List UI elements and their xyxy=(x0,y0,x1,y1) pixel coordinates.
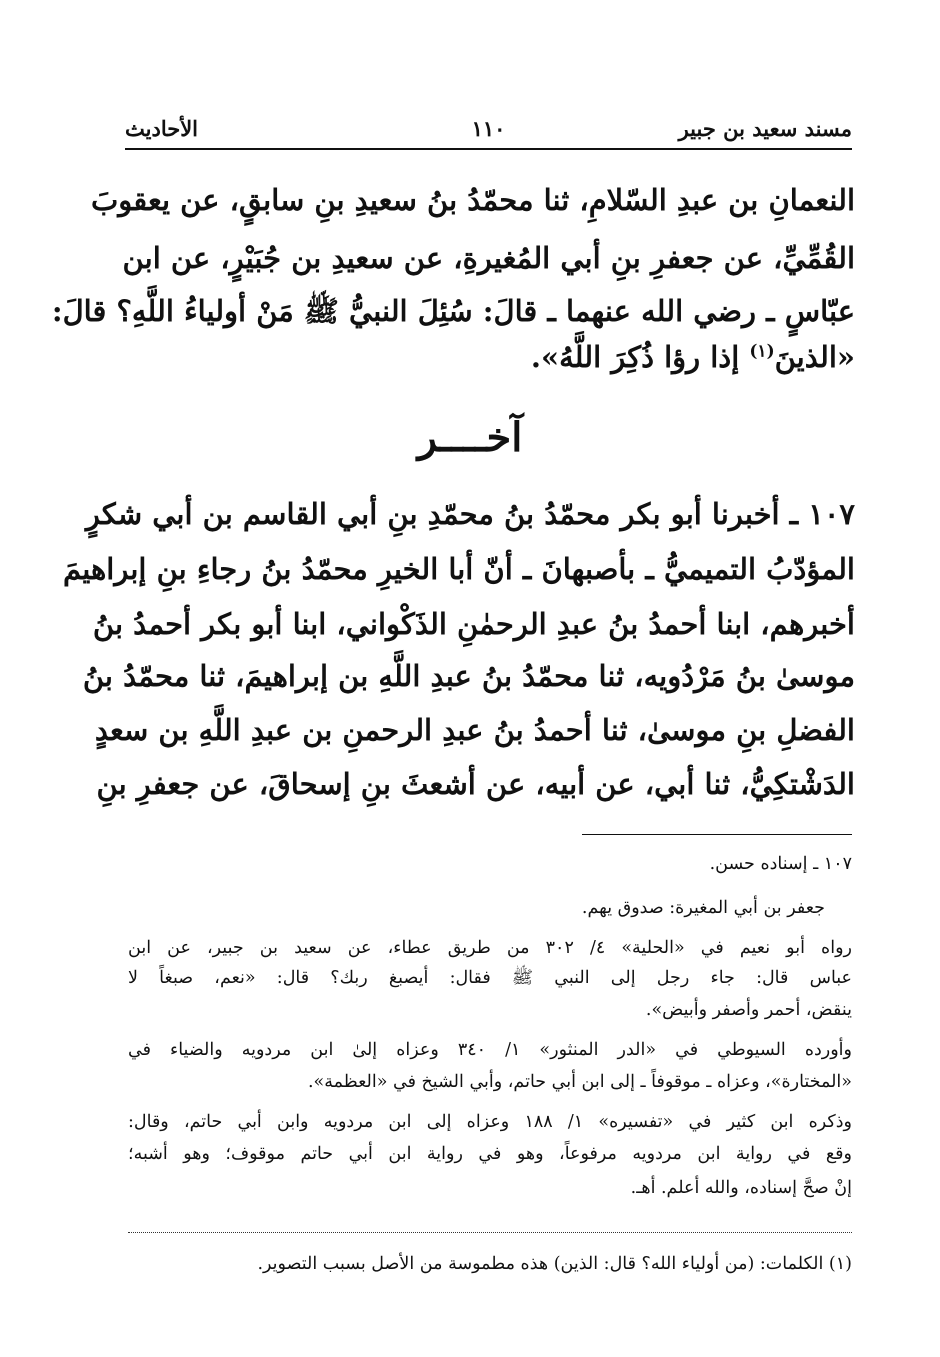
footnote-line: وقع في رواية ابن مردويه مرفوعاً، وهو في رواية ابن أبي حاتم موقوف؛ وهو أشبه؛ xyxy=(128,1144,852,1164)
footnote-line: وأورده السيوطي في «الدر المنثور» ١/ ٣٤٠ وعزاه إلىٰ ابن مردويه والضياء في xyxy=(128,1040,852,1060)
body-line: القُمِّيِّ، عن جعفرِ بنِ أبي المُغيرةِ، عن سعيدِ بن جُبَيْرٍ، عن ابن xyxy=(122,241,855,275)
body-line: النعمانِ بن عبدِ السّلامِ، ثنا محمّدُ بنُ سعيدِ بنِ سابقٍ، عن يعقوبَ xyxy=(91,183,855,217)
body-text: «الذينَ xyxy=(774,340,855,374)
body-text: إذا رؤا ذُكِرَ اللَّهُ». xyxy=(530,340,750,374)
page-number: ١١٠ xyxy=(471,116,506,141)
body-line xyxy=(128,340,855,374)
section-heading: آخــــر xyxy=(417,414,523,461)
hadith-line: أخبرهم، ابنا أحمدُ بنُ عبدِ الرحمٰنِ الذَكْواني، ابنا أبو بكر أحمدُ بنُ xyxy=(92,607,855,641)
book-title: مسند سعيد بن جبير xyxy=(678,116,852,141)
body-line: عبّاسٍ ـ رضي الله عنهما ـ قالَ: سُئِلَ النبيُّ ﷺ مَنْ أولياءُ اللَّهِ؟ قالَ: xyxy=(51,294,855,328)
footnote-heading: ١٠٧ ـ إسناده حسن. xyxy=(709,854,852,874)
footnote-line: ينقض، أحمر وأصفر وأبيض». xyxy=(645,1000,852,1020)
hadith-line: ١٠٧ ـ أخبرنا أبو بكر محمّدُ بنُ محمّدِ بنِ أبي القاسم بن أبي شكرٍ xyxy=(85,497,855,531)
footnote-marker: (١) xyxy=(749,341,775,362)
hadith-line: موسىٰ بنُ مَرْدُويه، ثنا محمّدُ بنُ عبدِ اللَّهِ بن إبراهيمَ، ثنا محمّدُ بنُ xyxy=(82,659,855,693)
footnote-1: (١) الكلمات: (من أولياء الله؟ قال: الذين) هذه مطموسة من الأصل بسبب التصوير. xyxy=(257,1254,852,1274)
footnote-line: «المختارة»، وعزاه ـ موقوفاً ـ إلى ابن أبي حاتم، وأبي الشيخ في «العظمة». xyxy=(307,1072,852,1092)
footnote-line: جعفر بن أبي المغيرة: صدوق يهم. xyxy=(581,898,825,918)
hadith-line: المؤدّبُ التميميُّ ـ بأصبهانَ ـ أنّ أبا الخيرِ محمّدُ بنُ رجاءِ بنِ إبراهيمَ xyxy=(62,552,855,586)
footnote-dotted-divider xyxy=(128,1232,852,1233)
footnote-line: وذكره ابن كثير في «تفسيره» ١/ ١٨٨ وعزاه إلى ابن مردويه وابن أبي حاتم، وقال: xyxy=(128,1112,853,1132)
footnote-divider xyxy=(582,834,852,835)
footnote-line: رواه أبو نعيم في «الحلية» ٤/ ٣٠٢ من طريق عطاء، عن سعيد بن جبير، عن ابن xyxy=(128,938,852,958)
section-title: الأحاديث xyxy=(125,116,199,141)
hadith-line: الفضلِ بنِ موسىٰ، ثنا أحمدُ بنُ عبدِ الرحمنِ بن عبدِ اللَّهِ بن سعدٍ xyxy=(94,713,855,747)
footnote-line: عباس قال: جاء رجل إلى النبي ﷺ فقال: أيصبغ ربك؟ قال: «نعم، صبغاً لا xyxy=(128,968,852,988)
footnote-line: إنْ صحَّ إسناده، والله أعلم. أهـ. xyxy=(630,1178,852,1198)
running-header xyxy=(125,112,852,150)
hadith-line: الدَشْتكِيُّ، ثنا أبي، عن أبيه، عن أشعثَ بنِ إسحاقَ، عن جعفرِ بنِ xyxy=(96,767,855,801)
